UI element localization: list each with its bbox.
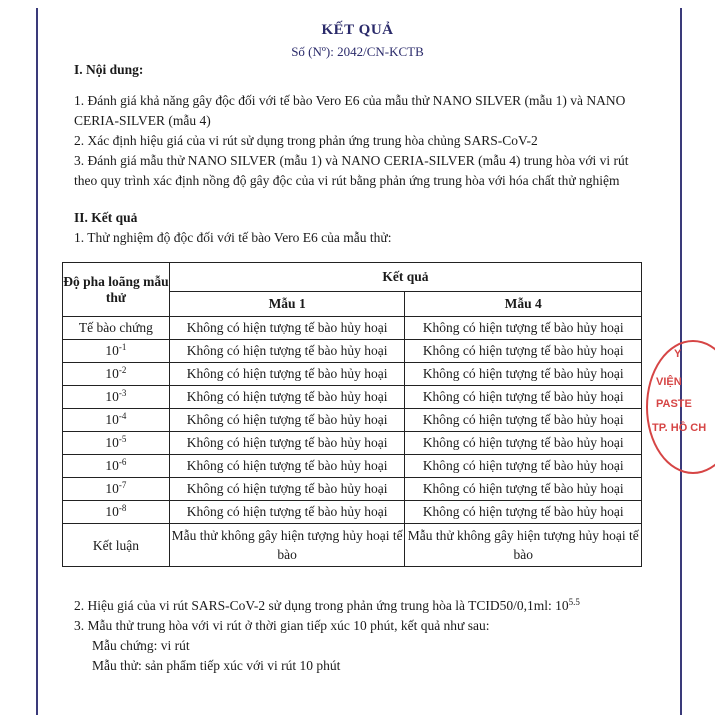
test-sample-line: Mẫu thử: sản phẩm tiếp xúc với vi rút 10 phút — [92, 658, 341, 673]
sample1-result-cell: Không có hiện tượng tế bào hủy hoại — [169, 501, 405, 524]
results-intro: 1. Thử nghiệm độ độc đối với tế bào Vero E6 của mẫu thử: — [74, 230, 392, 245]
table-row — [63, 409, 642, 432]
dilution-cell: $10^{-4}$ — [63, 409, 170, 432]
table-row — [63, 455, 642, 478]
control-sample-line: Mẫu chứng: vi rút — [92, 638, 190, 653]
table-row — [63, 432, 642, 455]
content-item-3: 3. Đánh giá mẫu thử NANO SILVER (mẫu 1) và NANO CERIA-SILVER (mẫu 4) trung hòa với vi rút theo quy trình xác định nồng độ gây độc của vi rút bằng phản ứng trung hòa với hóa chất thử nghiệm — [74, 153, 629, 188]
dilution-cell: $10^{-2}$ — [63, 363, 170, 386]
table-row — [63, 386, 642, 409]
institute-stamp: Y VIỆN PASTE TP. HỒ CH — [646, 340, 715, 474]
dilution-cell: $10^{-7}$ — [63, 478, 170, 501]
content-item-2: 2. Xác định hiệu giá của vi rút sử dụng trong phản ứng trung hòa chủng SARS-CoV-2 — [74, 133, 538, 148]
sample4-result-cell: Không có hiện tượng tế bào hủy hoại — [405, 432, 642, 455]
sample4-result-cell: Không có hiện tượng tế bào hủy hoại — [405, 386, 642, 409]
dilution-cell: $10^{-5}$ — [63, 432, 170, 455]
dilution-cell: $10^{-8}$ — [63, 501, 170, 524]
sample1-result-cell: Không có hiện tượng tế bào hủy hoại — [169, 340, 405, 363]
dilution-cell: Tế bào chứng — [63, 317, 170, 340]
neutralization-line: 3. Mẫu thử trung hòa với vi rút ở thời gian tiếp xúc 10 phút, kết quả như sau: — [74, 618, 490, 633]
sample4-result-cell: Không có hiện tượng tế bào hủy hoại — [405, 340, 642, 363]
col-result-header: Kết quả — [169, 263, 641, 292]
sample4-result-cell: Không có hiện tượng tế bào hủy hoại — [405, 478, 642, 501]
sample4-result-cell: Không có hiện tượng tế bào hủy hoại — [405, 409, 642, 432]
dilution-cell: $10^{-6}$ — [63, 455, 170, 478]
table-row — [63, 501, 642, 524]
sample4-result-cell: Không có hiện tượng tế bào hủy hoại — [405, 501, 642, 524]
table-row — [63, 340, 642, 363]
sample4-result-cell: Không có hiện tượng tế bào hủy hoại — [405, 317, 642, 340]
dilution-cell: $10^{-3}$ — [63, 386, 170, 409]
col-sample1-header: Mẫu 1 — [169, 292, 405, 317]
document-title: KẾT QUẢ — [321, 22, 394, 38]
table-row — [63, 478, 642, 501]
sample4-result-cell: Không có hiện tượng tế bào hủy hoại — [405, 363, 642, 386]
sample1-result-cell: Không có hiện tượng tế bào hủy hoại — [169, 363, 405, 386]
sample1-result-cell: Không có hiện tượng tế bào hủy hoại — [169, 432, 405, 455]
table-row — [63, 363, 642, 386]
table-row — [63, 317, 642, 340]
document-number: Số (Nº): 2042/CN-KCTB — [291, 44, 424, 59]
sample1-result-cell: Không có hiện tượng tế bào hủy hoại — [169, 478, 405, 501]
dilution-cell: $10^{-1}$ — [63, 340, 170, 363]
content-item-1: 1. Đánh giá khả năng gây độc đối với tế bào Vero E6 của mẫu thử NANO SILVER (mẫu 1) và NANO CERIA-SILVER (mẫu 4) — [74, 93, 626, 128]
section-1-heading: I. Nội dung: — [74, 62, 144, 77]
col-dilution-header: Độ pha loãng mẫu thử — [63, 263, 170, 317]
sample1-result-cell: Không có hiện tượng tế bào hủy hoại — [169, 317, 405, 340]
conclusion-sample4: Mẫu thử không gây hiện tượng hủy hoại tế bào — [405, 524, 642, 567]
toxicity-table — [62, 262, 642, 567]
col-sample4-header: Mẫu 4 — [405, 292, 642, 317]
sample1-result-cell: Không có hiện tượng tế bào hủy hoại — [169, 455, 405, 478]
virus-titer-line: 2. Hiệu giá của vi rút SARS-CoV-2 sử dụng trong phản ứng trung hòa là TCID50/0,1ml: $10^{5.5}$ — [74, 597, 580, 613]
sample4-result-cell: Không có hiện tượng tế bào hủy hoại — [405, 455, 642, 478]
sample1-result-cell: Không có hiện tượng tế bào hủy hoại — [169, 409, 405, 432]
sample1-result-cell: Không có hiện tượng tế bào hủy hoại — [169, 386, 405, 409]
conclusion-sample1: Mẫu thử không gây hiện tượng hủy hoại tế bào — [169, 524, 405, 567]
conclusion-label: Kết luận — [63, 524, 170, 567]
section-2-heading: II. Kết quả — [74, 210, 138, 225]
